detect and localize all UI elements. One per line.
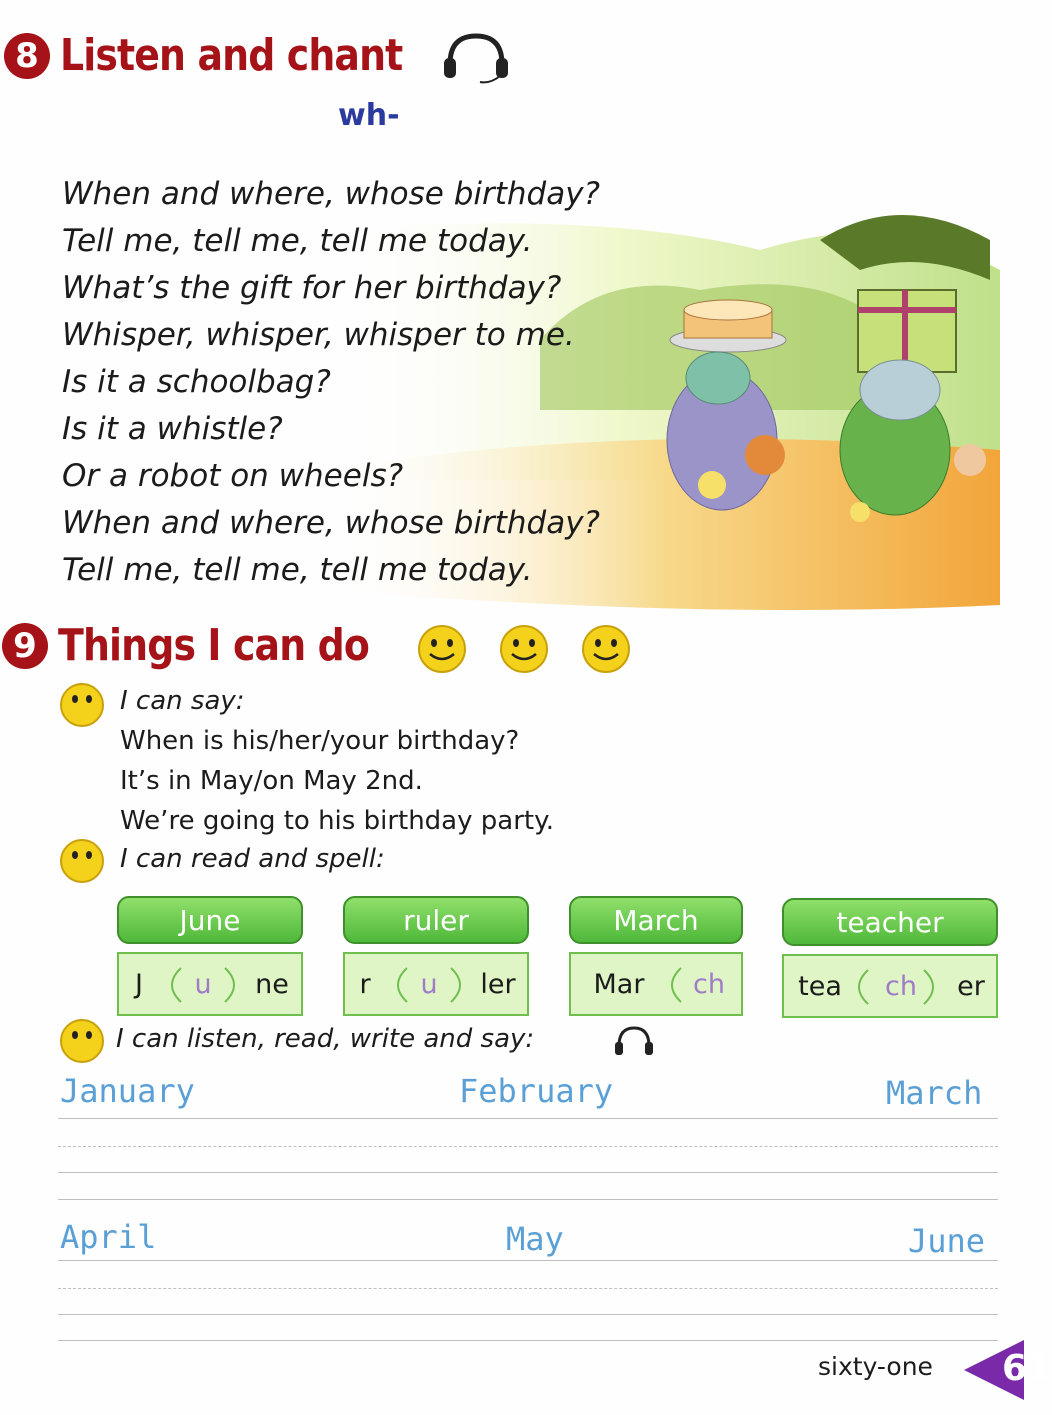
chant-line: When and where, whose birthday? (62, 505, 601, 541)
puzzle-piece[interactable]: u (194, 968, 212, 1000)
month-label: March (886, 1074, 983, 1112)
section-title: Listen and chant (60, 30, 403, 81)
page-word: sixty-one (818, 1352, 933, 1381)
phonics-sound: wh- (338, 98, 400, 133)
smiley-icon (496, 624, 552, 674)
bullet-smiley-icon (56, 1018, 108, 1064)
puzzle-piece[interactable]: ch (885, 970, 917, 1002)
spell-pieces-teacher[interactable] (782, 954, 998, 1018)
say-line: It’s in May/on May 2nd. (120, 766, 423, 796)
writing-line[interactable] (58, 1172, 998, 1173)
puzzle-piece[interactable]: ler (480, 968, 516, 1000)
headphones-icon[interactable] (612, 1024, 656, 1060)
spell-word-teacher[interactable]: teacher (782, 898, 998, 946)
writing-line[interactable] (58, 1146, 998, 1147)
say-line: We’re going to his birthday party. (120, 806, 555, 836)
puzzle-piece[interactable]: tea (798, 970, 842, 1002)
writing-line[interactable] (58, 1314, 998, 1315)
section-number: 8 (4, 33, 50, 79)
section-number: 9 (2, 623, 48, 669)
chant-line: Is it a schoolbag? (62, 364, 331, 400)
spell-pieces-ruler[interactable] (343, 952, 529, 1016)
chant-line: Or a robot on wheels? (62, 458, 404, 494)
listen-heading: I can listen, read, write and say: (116, 1024, 535, 1054)
chant-line: Is it a whistle? (62, 411, 283, 447)
bullet-smiley-icon (56, 838, 108, 884)
spell-word-march[interactable]: March (569, 896, 743, 944)
puzzle-connector-icon (385, 962, 485, 1008)
say-line: When is his/her/your birthday? (120, 726, 520, 756)
puzzle-connector-icon (655, 962, 695, 1008)
month-label: January (60, 1072, 195, 1110)
spell-pieces-june[interactable] (117, 952, 303, 1016)
writing-line[interactable] (58, 1199, 998, 1200)
writing-line[interactable] (58, 1340, 998, 1341)
puzzle-piece[interactable]: Mar (593, 968, 645, 1000)
say-heading: I can say: (120, 686, 245, 716)
section-9-header (2, 620, 420, 671)
spell-word-june[interactable]: June (117, 896, 303, 944)
puzzle-piece[interactable]: J (135, 968, 143, 1000)
headphones-icon[interactable] (440, 30, 512, 84)
puzzle-piece[interactable]: ne (255, 968, 289, 1000)
page-number-tab (964, 1340, 1052, 1400)
chant-line: Whisper, whisper, whisper to me. (62, 317, 575, 353)
spell-word-ruler[interactable]: ruler (343, 896, 529, 944)
puzzle-piece[interactable]: r (359, 968, 371, 1000)
puzzle-connector-icon (159, 962, 259, 1008)
writing-line[interactable] (58, 1288, 998, 1289)
puzzle-piece[interactable]: ch (693, 968, 725, 1000)
month-label: February (459, 1072, 614, 1110)
writing-line[interactable] (58, 1118, 998, 1119)
chant-line: What’s the gift for her birthday? (62, 270, 562, 306)
spell-heading: I can read and spell: (120, 844, 385, 874)
puzzle-connector-icon (844, 964, 954, 1010)
section-title: Things I can do (58, 620, 369, 671)
spell-pieces-march[interactable] (569, 952, 743, 1016)
chant-line: Tell me, tell me, tell me today. (62, 552, 533, 588)
month-label: April (60, 1218, 157, 1256)
page-number: 61 (1002, 1348, 1052, 1389)
smiley-icon (578, 624, 634, 674)
bullet-smiley-icon (56, 682, 108, 728)
chant-line: When and where, whose birthday? (62, 176, 601, 212)
month-label: May (506, 1220, 564, 1258)
puzzle-piece[interactable]: u (420, 968, 438, 1000)
chant-line: Tell me, tell me, tell me today. (62, 223, 533, 259)
month-label: June (908, 1222, 986, 1260)
writing-line[interactable] (58, 1260, 998, 1261)
section-8-header (4, 30, 458, 81)
puzzle-piece[interactable]: er (957, 970, 985, 1002)
smiley-icon (414, 624, 470, 674)
